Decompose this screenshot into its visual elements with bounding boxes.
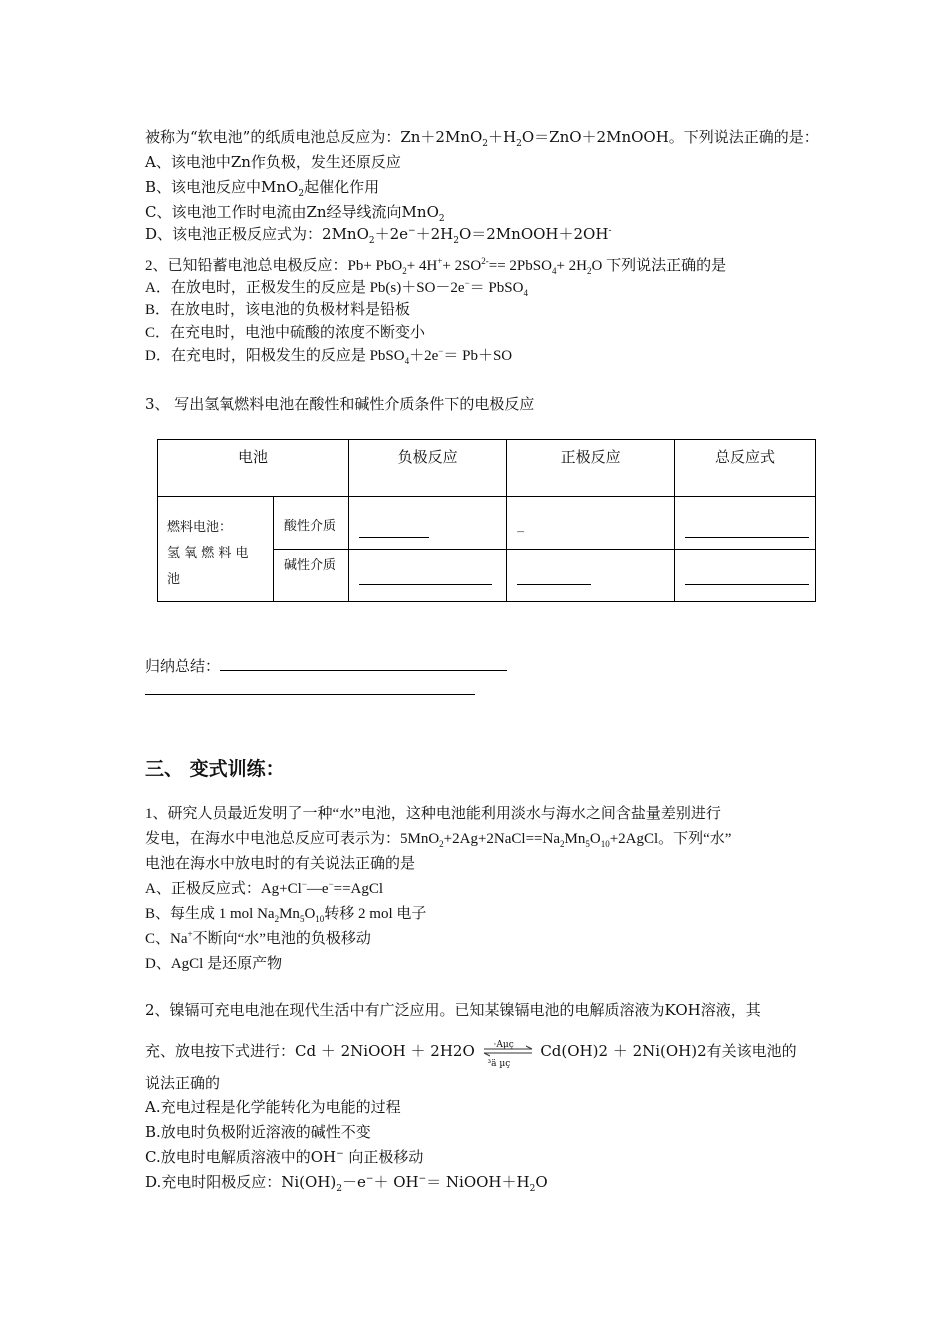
- section-heading: 三、 变式训练：: [145, 758, 285, 780]
- table-row-base-label: 碱性介质: [274, 550, 349, 602]
- q2-option-b: B．在放电时，该电池的负极材料是铅板: [145, 302, 411, 318]
- table-row-acid-label: 酸性介质: [274, 497, 349, 550]
- reversible-arrow: ·Aµç ³ä µç: [480, 1037, 536, 1067]
- summary-label: 归纳总结：: [145, 657, 221, 675]
- acid-anode-blank[interactable]: [349, 497, 507, 550]
- base-anode-blank[interactable]: [349, 550, 507, 602]
- v1-option-c: C、Na+不断向“水”电池的负极移动: [145, 929, 371, 947]
- table-header-cell: 电池: [158, 440, 349, 497]
- v2-option-a: A.充电过程是化学能转化为电能的过程: [145, 1098, 401, 1116]
- summary-blank-1[interactable]: [220, 656, 507, 671]
- table-cell-type: 燃料电池： 氢 氧 燃 料 电 池: [158, 497, 274, 602]
- q2-option-d: D．在充电时，阳极发生的反应是 PbSO$_4$＋2e−＝ Pb＋SO: [145, 346, 513, 366]
- q2-option-a: A．在放电时，正极发生的反应是 Pb(s)＋SO－2e−＝ PbSO$_4$: [145, 278, 528, 298]
- q1-stem: 被称为“软电池”的纸质电池总反应为：$Zn+2MnO_2+H_2O=ZnO+2MnOOH$。下列说法正确的是：: [145, 128, 819, 149]
- q1-option-b: B、该电池反应中MnO$_2$起催化作用: [145, 178, 380, 199]
- acid-cathode-blank[interactable]: _: [507, 497, 675, 550]
- v1-line2: 发电，在海水中电池总反应可表示为：$5MnO_2+2Ag+2NaCl==Na_2Mn_5O_{10}+2AgCl$。下列“水”: [145, 831, 732, 849]
- v2-option-b: B.放电时负极附近溶液的碱性不变: [145, 1123, 371, 1141]
- q1-option-d: D、该电池正极反应式为：$2MnO_2+2e^-+2H_2O=2MnOOH+2OH^-$: [145, 225, 612, 246]
- base-total-blank[interactable]: [675, 550, 816, 602]
- v1-line1: 1、研究人员最近发明了一种“水”电池，这种电池能利用淡水与海水之间含盐量差别进行: [145, 806, 721, 822]
- fuel-cell-table: [157, 439, 816, 602]
- v2-option-c: C.放电时电解质溶液中的OH− 向正极移动: [145, 1148, 424, 1166]
- q1-option-a: A、该电池中Zn作负极，发生还原反应: [145, 153, 401, 171]
- q2-option-c: C．在充电时，电池中硫酸的浓度不断变小: [145, 325, 426, 341]
- summary-line: [145, 656, 507, 676]
- v2-line2: 充、放电按下式进行：Cd ＋ 2NiOOH ＋ 2H2O ·Aµç ³ä µç Cd(OH)2 ＋ 2Ni(OH)2有关该电池的: [145, 1037, 797, 1067]
- q3-stem: 3、 写出氢氧燃料电池在酸性和碱性介质条件下的电极反应: [145, 395, 535, 413]
- v1-option-d: D、AgCl 是还原产物: [145, 956, 283, 972]
- q2-stem: 2、已知铅蓄电池总电极反应：$Pb+ PbO_2+ 4H^++ 2SO^{2-}==$ 2PbSO$_4$+ $2H_2O$ 下列说法正确的是: [145, 256, 727, 276]
- table-header-total: 总反应式: [675, 440, 816, 497]
- table-header-anode: 负极反应: [349, 440, 507, 497]
- v2-line3: 说法正确的: [145, 1074, 221, 1092]
- q1-option-c: C、该电池工作时电流由Zn经导线流向MnO$_2$: [145, 203, 445, 224]
- v2-line1: 2、镍镉可充电电池在现代生活中有广泛应用。已知某镍镉电池的电解质溶液为KOH溶液，其: [145, 1001, 761, 1019]
- acid-total-blank[interactable]: [675, 497, 816, 550]
- v1-option-b: B、每生成 1 mol $Na_2Mn_5O_{10}$转移 2 mol 电子: [145, 906, 427, 924]
- v1-line3: 电池在海水中放电时的有关说法正确的是: [145, 856, 416, 872]
- v2-option-d: D.充电时阳极反应：$Ni(OH)_2-e^-+ OH^-=$ $NiOOH+H_2O$: [145, 1173, 548, 1194]
- summary-blank-2[interactable]: [145, 694, 475, 695]
- table-header-cathode: 正极反应: [507, 440, 675, 497]
- base-cathode-blank[interactable]: [507, 550, 675, 602]
- v1-option-a: A、正极反应式：Ag+Cl−—e−==AgCl: [145, 879, 384, 897]
